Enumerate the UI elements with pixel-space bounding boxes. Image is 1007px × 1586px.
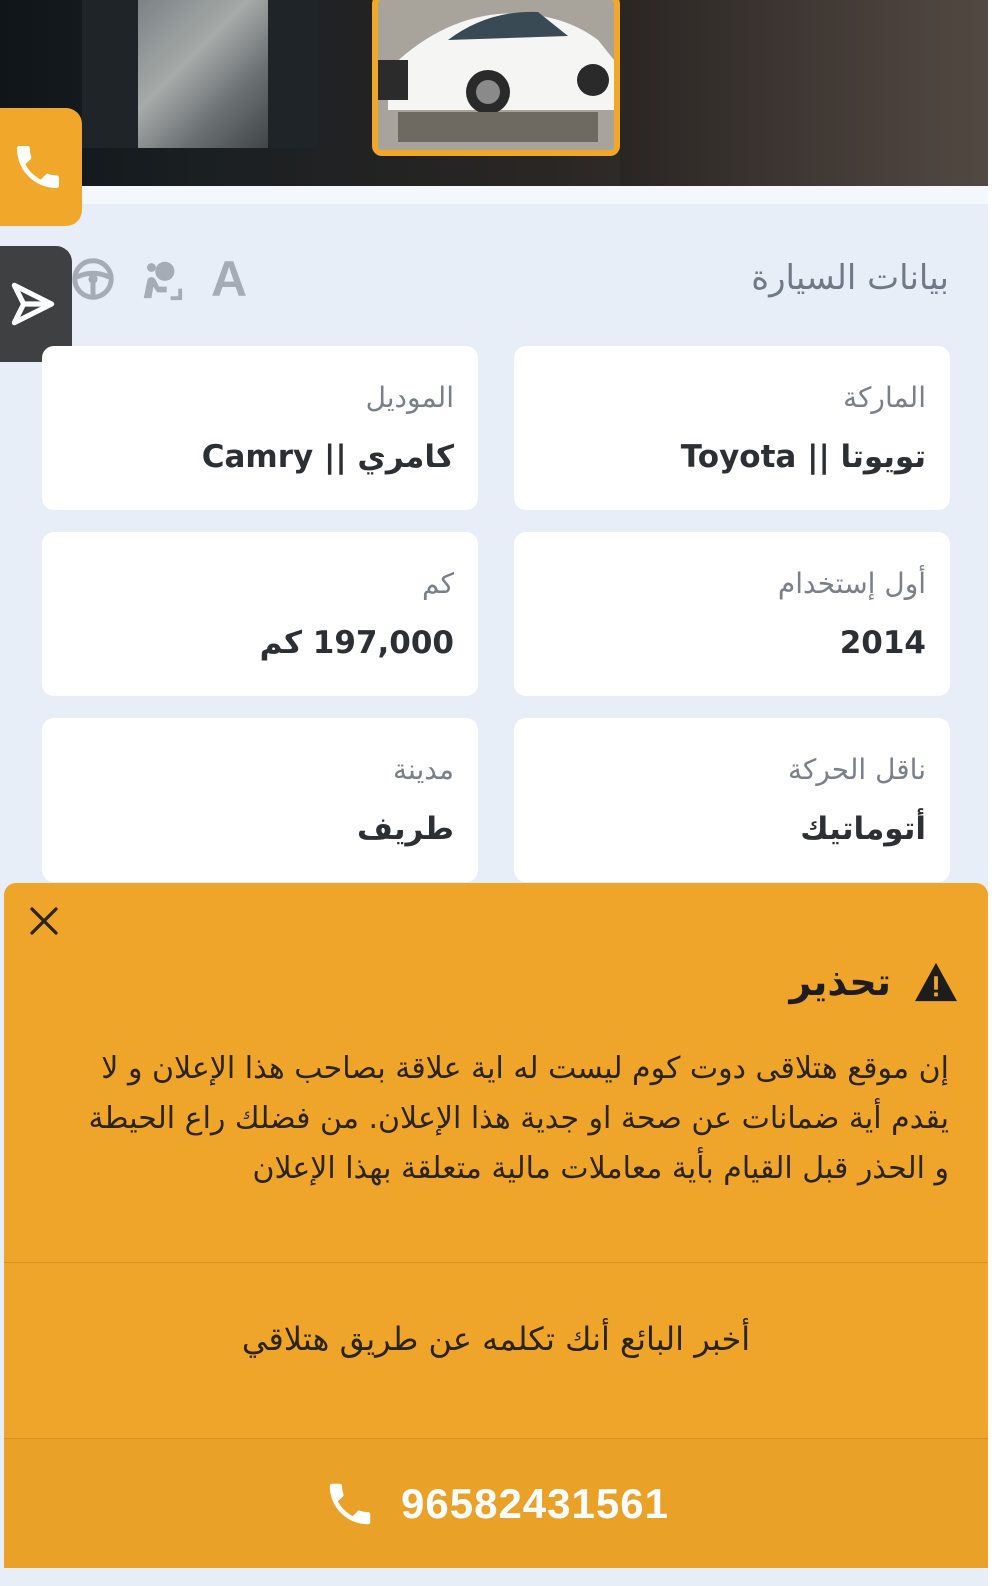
gallery-backdrop [620, 0, 988, 186]
close-icon[interactable] [26, 903, 62, 939]
page-edge [988, 0, 1007, 1586]
automatic-icon: A [210, 251, 248, 307]
gallery-thumbnail[interactable] [82, 0, 318, 148]
share-icon [5, 276, 61, 332]
tell-seller-text: أخبر البائع أنك تكلمه عن طريق هتلاقي [241, 1320, 751, 1358]
thumbnail-image [138, 0, 268, 148]
spec-value: أتوماتيك [800, 811, 926, 847]
spec-value: 2014 [839, 625, 926, 661]
feature-icons [70, 251, 252, 307]
call-seller-button[interactable] [4, 1438, 988, 1568]
spec-card-mileage [42, 532, 478, 696]
section-title: بيانات السيارة [751, 258, 949, 298]
airbag-icon [138, 256, 184, 302]
share-button[interactable] [0, 246, 72, 362]
spec-label: الماركة [843, 381, 926, 414]
warning-title: تحذير [789, 960, 891, 1004]
steering-wheel-icon [70, 256, 116, 302]
spec-value: تويوتا || Toyota [680, 439, 926, 475]
phone-number: 96582431561 [401, 1479, 669, 1527]
image-gallery [0, 0, 988, 186]
spec-card-city [42, 718, 478, 882]
spec-label: مدينة [393, 753, 454, 786]
divider [4, 1262, 988, 1263]
spec-label: أول إستخدام [777, 567, 926, 600]
warning-message: إن موقع هتلاقى دوت كوم ليست له اية علاقة بصاحب هذا الإعلان و لا يقدم أية ضمانات عن صحة او جدية هذا الإعلان. من فضلك راع الحيطة و الحذر قبل القيام بأية معاملات مالية متعلقة بهذا الإعلان [88, 1051, 949, 1186]
spec-card-model [42, 346, 478, 510]
phone-icon [10, 139, 66, 195]
spec-label: الموديل [365, 381, 454, 414]
spec-card-transmission [514, 718, 950, 882]
spec-card-first-use [514, 532, 950, 696]
spec-label: ناقل الحركة [788, 753, 926, 786]
warning-header [789, 960, 959, 1004]
spec-value: 197,000 كم [259, 625, 454, 661]
spec-value: طريف [356, 811, 454, 847]
phone-icon [323, 1477, 377, 1531]
warning-icon [913, 961, 959, 1003]
call-button[interactable] [0, 108, 82, 226]
spec-label: كم [422, 567, 454, 600]
car-photo [378, 0, 614, 150]
gallery-divider [0, 186, 988, 204]
spec-card-brand [514, 346, 950, 510]
gallery-thumbnail-active[interactable] [372, 0, 620, 156]
spec-value: كامري || Camry [201, 439, 454, 475]
